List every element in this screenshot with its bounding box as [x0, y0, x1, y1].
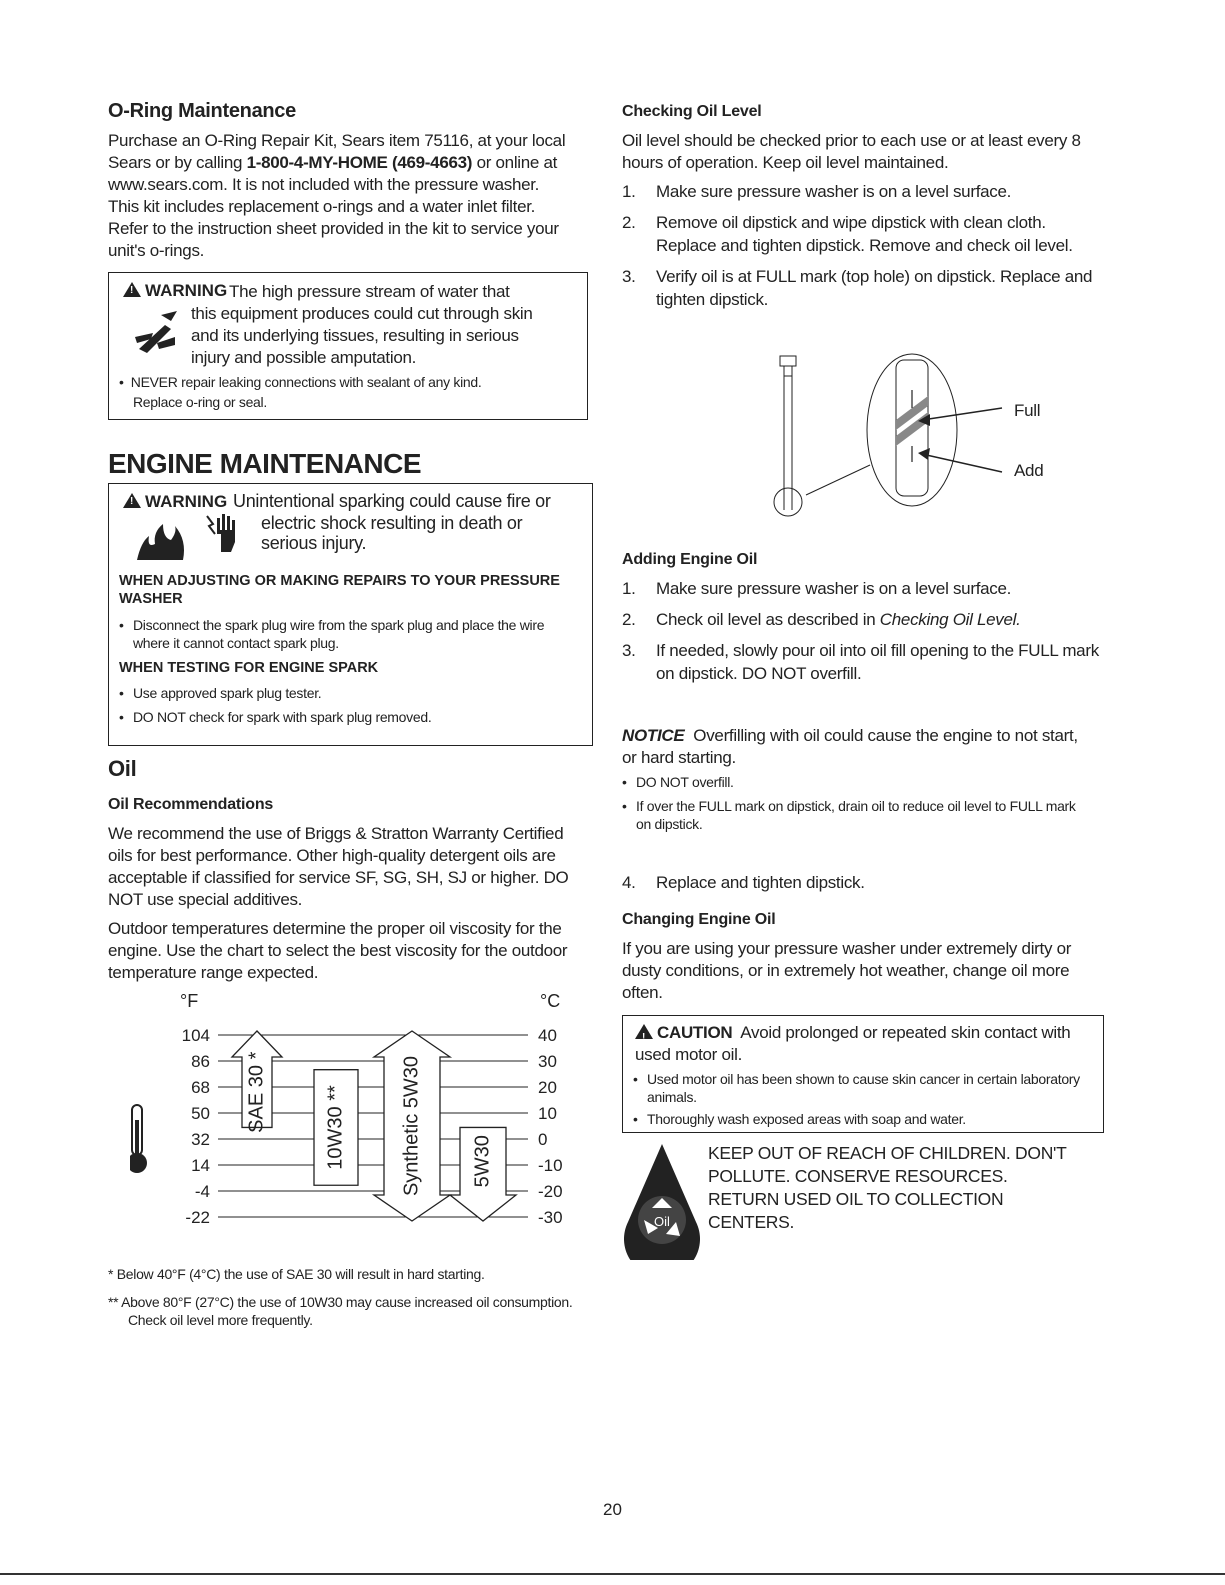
oil-recommendations-text: We recommend the use of Briggs & Stratton Warranty Certified oils for best performance. Other high-quality detergent oils are acceptable if classified for service SF, SG, SH, SJ or higher. DO NOT use special additives. [108, 824, 569, 909]
celsius-tick-label: 30 [538, 1052, 557, 1071]
step: 2. Remove oil dipstick and wipe dipstick with clean cloth. Replace and tighten dipstick. Remove and check oil level. [622, 213, 1073, 255]
oring-title: O-Ring Maintenance [108, 100, 296, 122]
page-bottom-rule [0, 1573, 1225, 1575]
adding-oil-title: Adding Engine Oil [622, 551, 758, 568]
warning-bullets [119, 684, 579, 729]
warning-bullet: • DO NOT check for spark with spark plug removed. [119, 708, 579, 726]
warning-bullets [119, 616, 579, 655]
caution-bullet: • Used motor oil has been shown to cause skin cancer in certain laboratory animals. [633, 1070, 1093, 1106]
dipstick-illustration [762, 350, 1062, 530]
oring-line: Sears or by calling 1-800-4-MY-HOME (469-4663) or online at [108, 153, 558, 172]
celsius-tick-label: 40 [538, 1026, 557, 1045]
oring-warning-box [108, 272, 588, 420]
oring-line: Refer to the instruction sheet provided in the kit to service your [108, 219, 559, 238]
thermometer-fill [135, 1120, 139, 1160]
caution-box [622, 1015, 1104, 1133]
warning-line: and its underlying tissues, resulting in serious [191, 326, 519, 345]
oring-line: unit's o-rings. [108, 241, 205, 260]
fahrenheit-tick-label: 50 [191, 1104, 210, 1123]
celsius-tick-label: -30 [538, 1208, 563, 1227]
warning-subheading: WHEN TESTING FOR ENGINE SPARK [119, 660, 379, 676]
checking-oil-title: Checking Oil Level [622, 103, 762, 120]
recycle-notice: KEEP OUT OF REACH OF CHILDREN. DON'T POLLUTE. CONSERVE RESOURCES. RETURN USED OIL TO COLLECTION CENTERS. [708, 1143, 1067, 1232]
notice-bullet: • If over the FULL mark on dipstick, drain oil to reduce oil level to FULL mark on dipstick. [622, 797, 1092, 833]
caution-bullets [633, 1070, 1093, 1131]
fahrenheit-tick-label: -22 [185, 1208, 210, 1227]
warning-heading: !WARNING [123, 492, 227, 512]
oil-viscosity-chart [130, 985, 590, 1250]
notice-bullets [622, 773, 1092, 836]
oil-range-label: Synthetic 5W30 [400, 1055, 423, 1197]
electric-shock-icon [203, 508, 243, 556]
notice-bullet: • DO NOT overfill. [622, 773, 1092, 791]
oil-range-label: 5W30 [471, 1135, 494, 1188]
fahrenheit-tick-label: -4 [194, 1182, 210, 1201]
oil-range-label: 10W30 ** [324, 1085, 347, 1170]
warning-triangle-icon [123, 493, 141, 508]
warning-line: injury and possible amputation. [191, 348, 417, 367]
celsius-unit: °C [540, 991, 561, 1011]
warning-bullet-cont: Replace o-ring or seal. [133, 394, 267, 410]
step: 2. Check oil level as described in Checking Oil Level. [622, 610, 1021, 629]
fire-icon [133, 522, 193, 562]
oil-range-label: SAE 30 * [245, 1051, 268, 1133]
step: 3. If needed, slowly pour oil into oil fill opening to the FULL mark on dipstick. DO NOT overfill. [622, 641, 1099, 683]
oil-recycle-icon [622, 1142, 702, 1260]
dipstick-full-label: Full [1014, 401, 1041, 420]
step: 4. Replace and tighten dipstick. [622, 873, 865, 892]
checking-oil-steps [622, 180, 1107, 319]
fahrenheit-unit: °F [180, 991, 199, 1011]
warning-line: The high pressure stream of water that [229, 282, 510, 301]
celsius-tick-label: -20 [538, 1182, 563, 1201]
oil-recycle-icon-label: Oil [654, 1214, 670, 1229]
adding-oil-steps [622, 577, 1107, 693]
warning-triangle-icon [635, 1024, 653, 1039]
adding-oil-final-step [622, 871, 1107, 902]
fahrenheit-tick-label: 14 [191, 1156, 210, 1175]
step: 1. Make sure pressure washer is on a level surface. [622, 579, 1012, 598]
engine-maintenance-title: ENGINE MAINTENANCE [108, 448, 422, 479]
step: 1. Make sure pressure washer is on a level surface. [622, 182, 1012, 201]
warning-line: Unintentional sparking could cause fire or [233, 491, 551, 511]
oring-line: Purchase an O-Ring Repair Kit, Sears item 75116, at your local [108, 131, 566, 150]
page-number: 20 [603, 1500, 622, 1519]
oring-line: This kit includes replacement o-rings and a water inlet filter. [108, 197, 536, 216]
celsius-tick-label: -10 [538, 1156, 563, 1175]
warning-heading: !WARNING [123, 281, 227, 301]
fahrenheit-tick-label: 86 [191, 1052, 210, 1071]
caution-text: !CAUTION Avoid prolonged or repeated skin contact with used motor oil. [635, 1022, 1095, 1066]
step: 3. Verify oil is at FULL mark (top hole) on dipstick. Replace and tighten dipstick. [622, 267, 1093, 309]
fahrenheit-tick-label: 32 [191, 1130, 210, 1149]
warning-line: this equipment produces could cut through skin [191, 304, 533, 323]
checking-oil-intro: Oil level should be checked prior to each use or at least every 8 hours of operation. Keep oil level maintained. [622, 131, 1081, 172]
oring-text [108, 130, 598, 262]
oil-recommendations-title: Oil Recommendations [108, 796, 274, 813]
warning-bullet: • NEVER repair leaking connections with sealant of any kind. [119, 374, 482, 390]
phone-number: 1-800-4-MY-HOME (469-4663) [246, 153, 473, 172]
notice-label: NOTICE [622, 726, 685, 745]
oring-line: www.sears.com. It is not included with the pressure washer. [108, 175, 540, 194]
warning-bullet: • Use approved spark plug tester. [119, 684, 579, 702]
changing-oil-title: Changing Engine Oil [622, 911, 776, 928]
oil-viscosity-text: Outdoor temperatures determine the proper oil viscosity for the engine. Use the chart to select the best viscosity for the outdoor temperature range expected. [108, 919, 568, 982]
changing-oil-text: If you are using your pressure washer under extremely dirty or dusty conditions, or in extremely hot weather, change oil more often. [622, 939, 1072, 1002]
warning-triangle-icon [123, 282, 141, 297]
celsius-tick-label: 10 [538, 1104, 557, 1123]
dipstick-add-label: Add [1014, 461, 1044, 480]
notice-text: NOTICE Overfilling with oil could cause the engine to not start, or hard starting. [622, 726, 1078, 767]
celsius-tick-label: 20 [538, 1078, 557, 1097]
celsius-tick-label: 0 [538, 1130, 548, 1149]
engine-warning-box [108, 483, 593, 746]
oil-title: Oil [108, 756, 137, 781]
warning-line: electric shock resulting in death or [261, 513, 523, 533]
fahrenheit-tick-label: 104 [181, 1026, 210, 1045]
footnote-10w30: ** Above 80°F (27°C) the use of 10W30 may cause increased oil consumption. Check oil level more frequently. [108, 1294, 573, 1328]
fahrenheit-tick-label: 68 [191, 1078, 210, 1097]
caution-bullet: • Thoroughly wash exposed areas with soap and water. [633, 1110, 1093, 1128]
high-pressure-cut-icon [131, 307, 183, 359]
warning-line: serious injury. [261, 533, 367, 553]
warning-subheading: WHEN ADJUSTING OR MAKING REPAIRS TO YOUR PRESSURE WASHER [119, 573, 560, 607]
footnote-sae30: * Below 40°F (4°C) the use of SAE 30 will result in hard starting. [108, 1266, 485, 1282]
warning-bullet: • Disconnect the spark plug wire from the spark plug and place the wire where it cannot contact spark plug. [119, 616, 579, 652]
